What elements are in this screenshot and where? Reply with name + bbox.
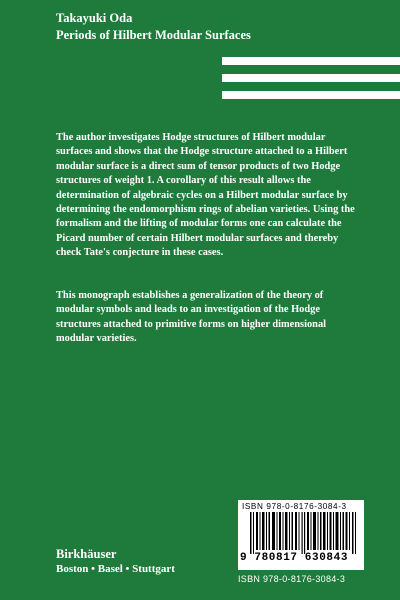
barcode-box: [238, 500, 364, 570]
stripe: [222, 74, 400, 82]
stripe: [222, 91, 400, 99]
decorative-stripes: [222, 57, 400, 108]
cover-header: [56, 10, 251, 44]
description-paragraph-1: The author investigates Hodge structures of Hilbert modular surfaces and shows that the Hodge structure attached to a Hilbert modular surface is a direct sum of tensor products of two Hodge structures of weight 1. A corollary of this result allows the determination of algebraic cycles on a Hilbert modular surface by determining the endomorphism rings of abelian varieties. Using the formalism and the lifting of modular forms one can calculate the Picard number of certain Hilbert modular surfaces and thereby check Tate's conjecture in these cases.: [56, 132, 355, 259]
publisher-name: Birkhäuser: [56, 547, 117, 561]
publisher-cities: Boston • Basel • Stuttgart: [56, 563, 175, 575]
isbn-bottom-label: ISBN 978-0-8176-3084-3: [238, 574, 346, 584]
book-title: Periods of Hilbert Modular Surfaces: [56, 28, 251, 42]
barcode-icon: [250, 512, 360, 554]
isbn-top-label: ISBN 978-0-8176-3084-3: [242, 502, 347, 511]
stripe: [222, 57, 400, 65]
description-paragraph-2: This monograph establishes a generalization of the theory of modular symbols and leads to an investigation of the Hodge structures attached to primitive forms on higher dimensional modular varieties.: [56, 290, 327, 345]
publisher-block: [56, 547, 175, 577]
author-name: Takayuki Oda: [56, 11, 133, 25]
barcode-digits: 9 780817 630843: [240, 552, 349, 564]
